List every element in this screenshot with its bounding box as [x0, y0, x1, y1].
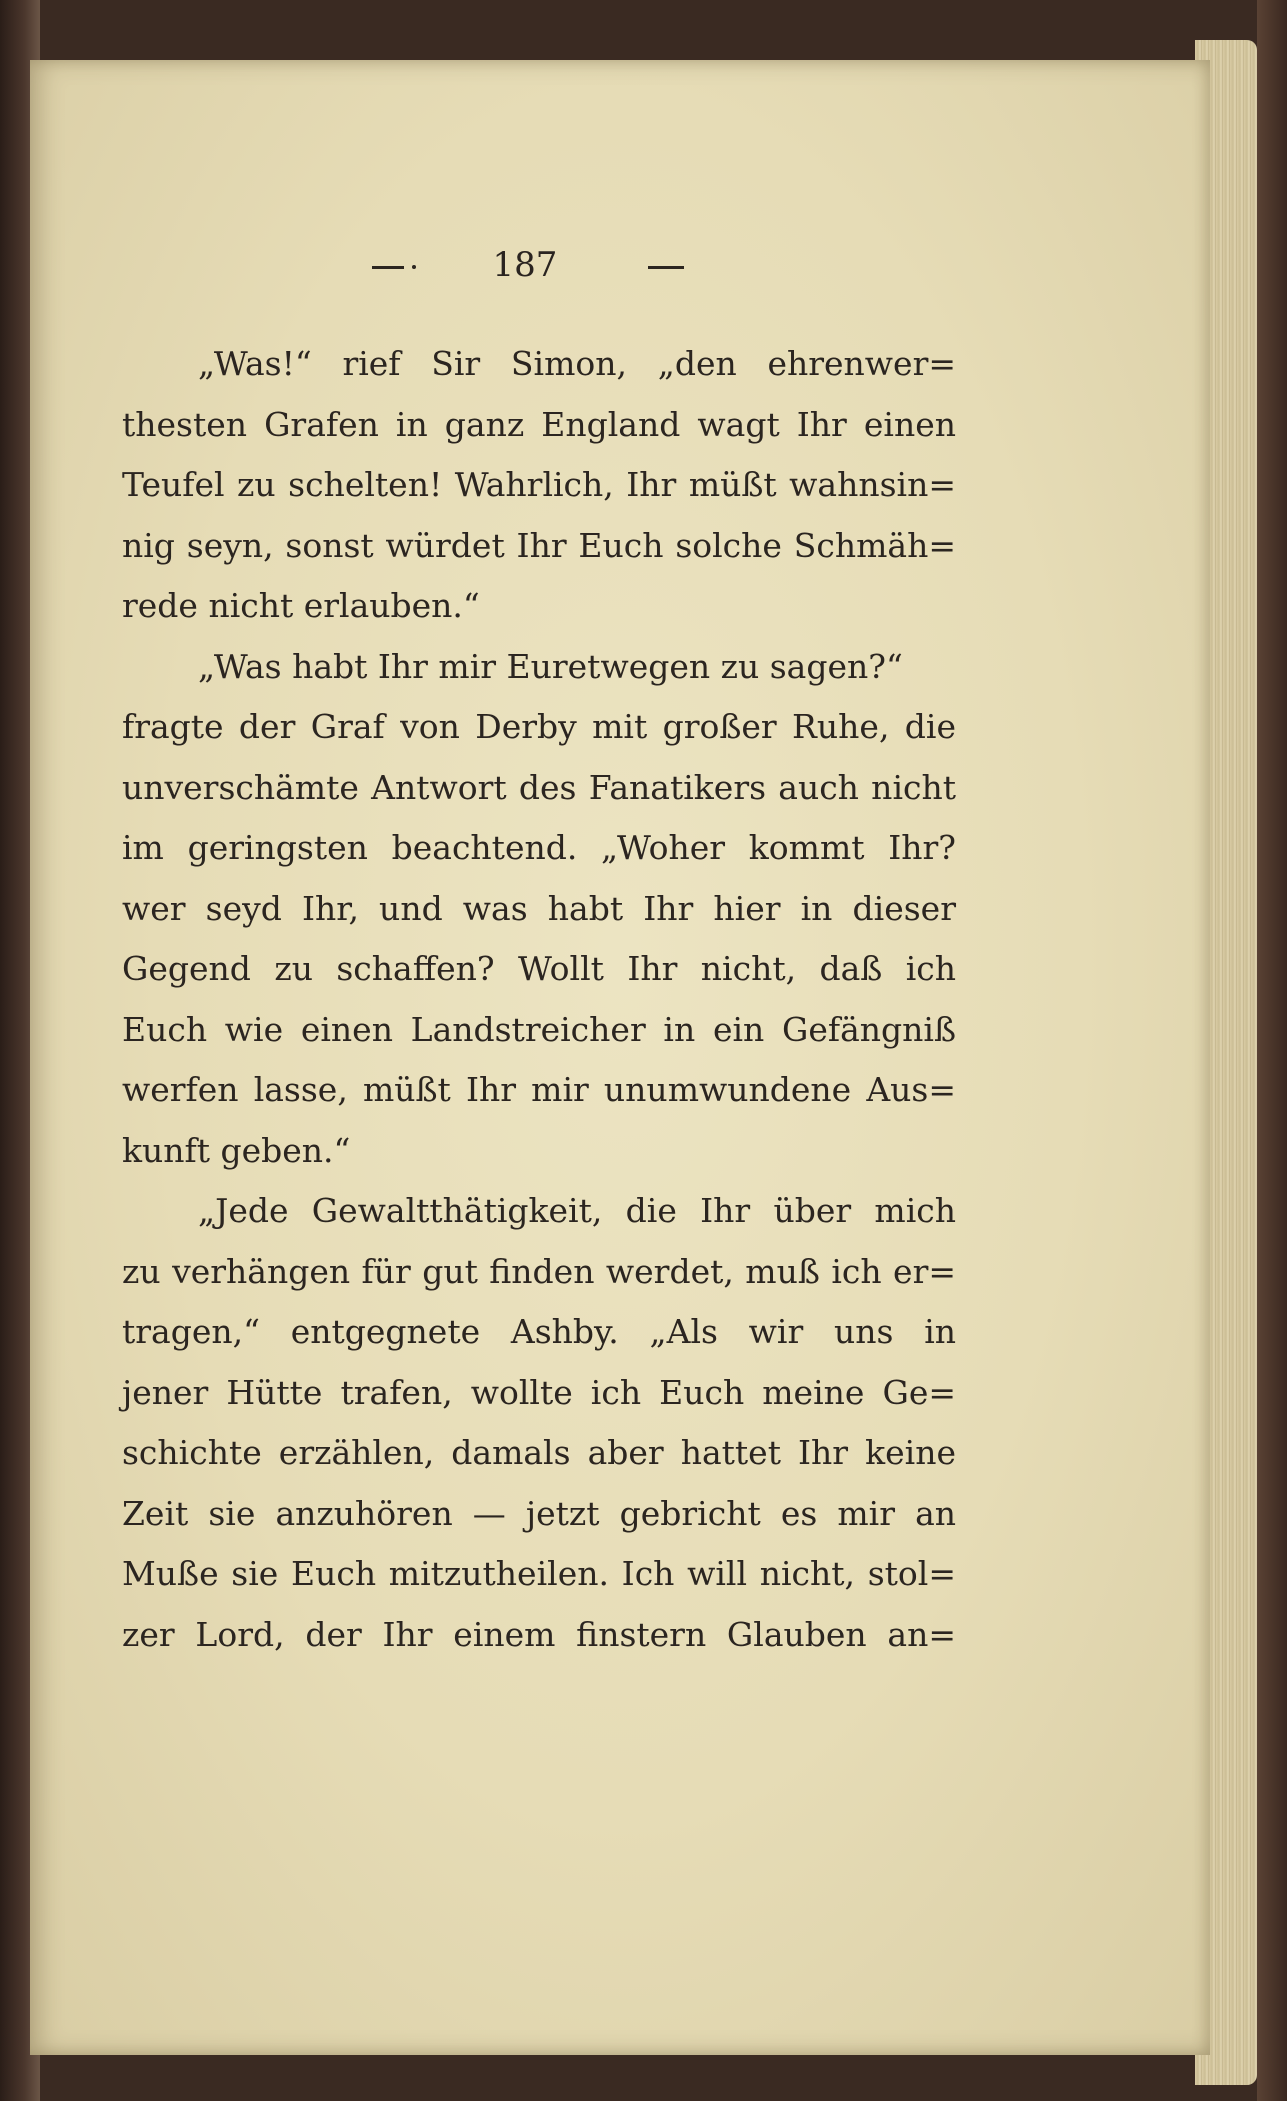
text-line: kunft geben.“: [122, 1130, 351, 1170]
text-line: jener Hütte trafen, wollte ich Euch meine Ge=: [122, 1372, 956, 1412]
text-line: zer Lord, der Ihr einem finstern Glauben an=: [122, 1614, 956, 1654]
text-line: Teufel zu schelten! Wahrlich, Ihr müßt wahnsin=: [122, 465, 956, 504]
book-cover-right: [1257, 0, 1287, 2101]
text-line: rede nicht erlauben.“: [122, 586, 480, 625]
text-line: „Jede Gewaltthätigkeit, die Ihr über mich: [198, 1191, 956, 1230]
text-line: wer seyd Ihr, und was habt Ihr hier in dieser: [122, 888, 956, 928]
text-line: tragen,“ entgegnete Ashby. „Als wir uns in: [122, 1312, 956, 1351]
text-line: schichte erzählen, damals aber hattet Ihr keine: [122, 1433, 956, 1472]
text-line: Zeit sie anzuhören — jetzt gebricht es mir an: [122, 1493, 956, 1533]
header-dot: [412, 265, 416, 269]
text-line: Euch wie einen Landstreicher in ein Gefängniß: [122, 1009, 956, 1049]
page-number: 187: [492, 245, 558, 285]
header-dash-right: [648, 266, 684, 269]
text-line: nig seyn, sonst würdet Ihr Euch solche Schmäh=: [122, 525, 956, 565]
text-line: unverschämte Antwort des Fanatikers auch nicht: [122, 767, 956, 807]
body-text: [122, 334, 956, 1665]
text-line: Gegend zu schaffen? Wollt Ihr nicht, daß ich: [122, 949, 956, 988]
text-line: zu verhängen für gut finden werdet, muß ich er=: [122, 1251, 956, 1291]
text-line: „Was habt Ihr mir Euretwegen zu sagen?“: [198, 646, 903, 686]
text-line: im geringsten beachtend. „Woher kommt Ihr?: [122, 828, 956, 867]
text-line: thesten Grafen in ganz England wagt Ihr einen: [122, 404, 956, 444]
page-header: [360, 240, 700, 290]
text-line: „Was!“ rief Sir Simon, „den ehrenwer=: [198, 344, 956, 383]
text-line: werfen lasse, müßt Ihr mir unumwundene Aus=: [122, 1070, 956, 1109]
text-line: Muße sie Euch mitzutheilen. Ich will nicht, stol=: [122, 1554, 956, 1593]
text-line: fragte der Graf von Derby mit großer Ruhe, die: [122, 707, 956, 746]
header-dash-left: [372, 266, 404, 269]
